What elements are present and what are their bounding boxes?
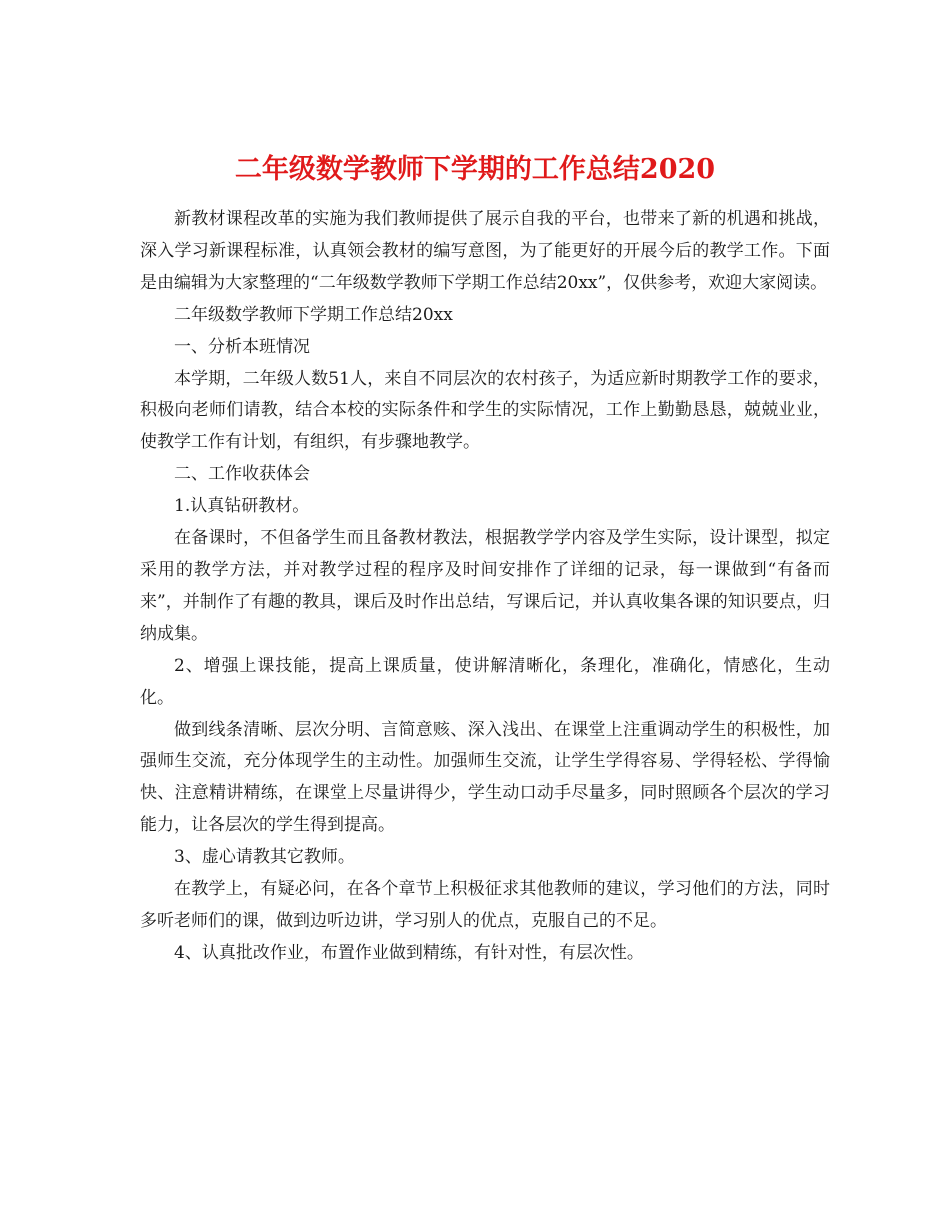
document-body [140,204,830,970]
document-title: 二年级数学教师下学期的工作总结2020 [234,154,716,186]
item-heading-2: 2、增强上课技能，提高上课质量，使讲解清晰化，条理化，准确化，情感化，生动化。 [140,655,830,708]
paragraph-intro: 新教材课程改革的实施为我们教师提供了展示自我的平台，也带来了新的机遇和挑战，深入学习新课程标准，认真领会教材的编写意图，为了能更好的开展今后的教学工作。下面是由编辑为大家整理的“二年级数学教师下学期工作总结20xx”，仅供参考，欢迎大家阅读。 [140,209,830,293]
section-heading-gains: 二、工作收获体会 [174,464,310,485]
paragraph-subtitle: 二年级数学教师下学期工作总结20xx [174,304,453,325]
item-heading-3: 3、虚心请教其它教师。 [174,847,355,868]
section-heading-analysis: 一、分析本班情况 [174,336,310,357]
paragraph-class-situation: 本学期，二年级人数51人，来自不同层次的农村孩子，为适应新时期教学工作的要求， 积极向老师们请教，结合本校的实际条件和学生的实际情况，工作上勤勤恳恳，兢兢业业，使教学工作有计划，有组织，有步骤地教学。 [140,368,830,453]
paragraph-lesson-prep: 在备课时，不但备学生而且备教材教法，根据教学学内容及学生实际，设计课型，拟定采用的教学方法，并对教学过程的程序及时间安排作了详细的记录，每一课做到“有备而来”，并制作了有趣的教具，课后及时作出总结，写课后记，并认真收集各课的知识要点，归纳成集。 [140,528,830,644]
item-heading-1: 1.认真钻研教材。 [174,496,310,517]
paragraph-consult-teachers: 在教学上，有疑必问，在各个章节上积极征求其他教师的建议，学习他们的方法，同时多听老师们的课，做到边听边讲，学习别人的优点，克服自己的不足。 [140,879,830,931]
item-heading-4: 4、认真批改作业，布置作业做到精练，有针对性，有层次性。 [174,942,644,963]
paragraph-teaching-skills: 做到线条清晰、层次分明、言简意赅、深入浅出、在课堂上注重调动学生的积极性，加强师生交流，充分体现学生的主动性。加强师生交流，让学生学得容易、学得轻松、学得愉快、注意精讲精练，在课堂上尽量讲得少，学生动口动手尽量多，同时照顾各个层次的学习能力，让各层次的学生得到提高。 [140,719,830,836]
